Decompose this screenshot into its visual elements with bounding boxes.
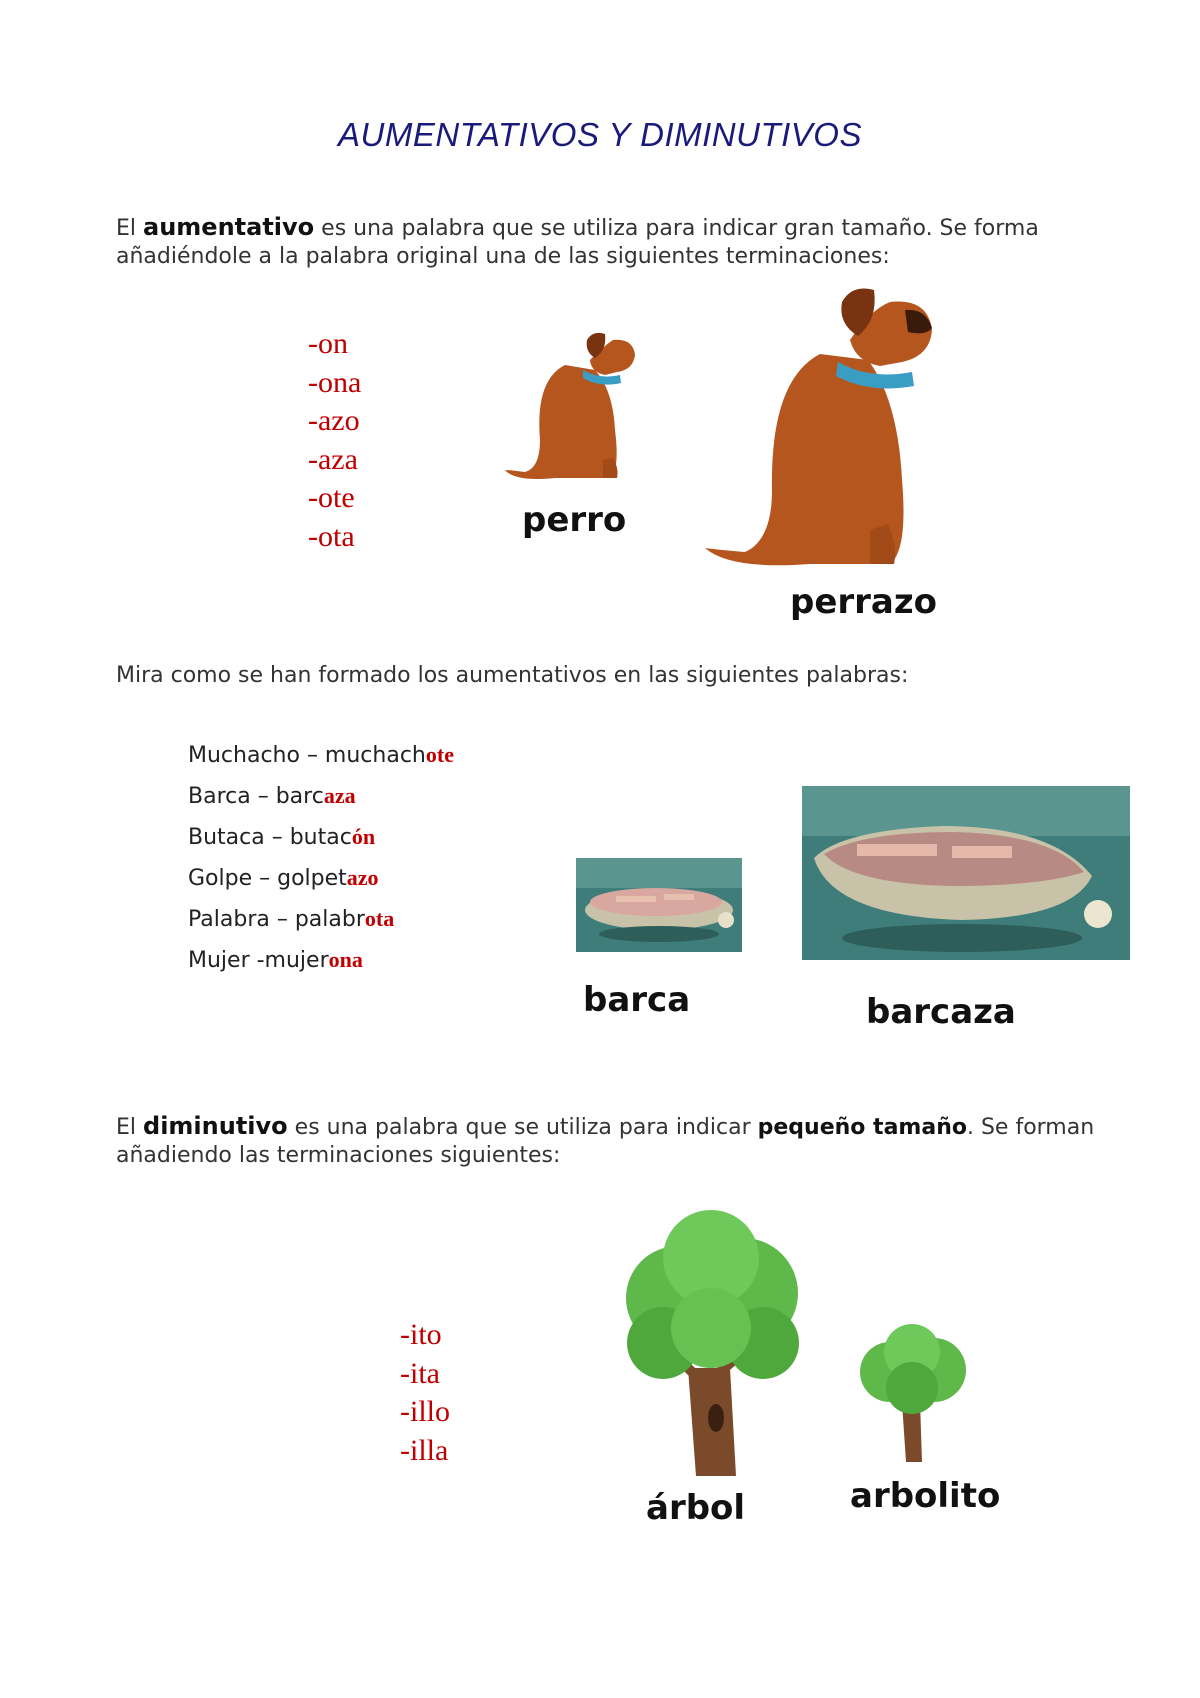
- suffix-item: -aza: [308, 442, 358, 476]
- big-dog-illustration: [690, 280, 950, 590]
- page-title: AUMENTATIVOS Y DIMINUTIVOS: [338, 116, 862, 153]
- small-dog-illustration: [495, 320, 655, 490]
- intro-text: El: [116, 216, 144, 241]
- label-perrazo: perrazo: [790, 582, 938, 622]
- term-pequeno-tamano: pequeño tamaño: [757, 1115, 967, 1140]
- label-arbol: árbol: [646, 1488, 746, 1528]
- example-item: Muchacho – muchachote: [188, 742, 454, 768]
- diminutivo-suffix-list: [400, 1316, 450, 1470]
- example-item: Mujer -mujerona: [188, 947, 363, 973]
- example-item: Barca – barcaza: [188, 783, 356, 809]
- suffix-item: -illa: [400, 1433, 449, 1467]
- small-boat-photo: [576, 858, 742, 952]
- example-item: Butaca – butacón: [188, 824, 376, 850]
- suffix-item: -ote: [308, 481, 355, 514]
- label-barca: barca: [583, 980, 691, 1020]
- aumentativo-intro: [116, 213, 1096, 271]
- examples-intro: Mira como se han formado los aumentativos en las siguientes palabras:: [116, 663, 909, 688]
- label-arbolito: arbolito: [850, 1476, 1001, 1516]
- example-item: Palabra – palabrota: [188, 906, 395, 932]
- suffix-item: -on: [308, 327, 348, 360]
- label-barcaza: barcaza: [866, 992, 1016, 1032]
- suffix-item: -illo: [400, 1395, 450, 1428]
- big-boat-photo: [802, 786, 1130, 960]
- examples-list: [188, 735, 454, 981]
- label-perro: perro: [522, 500, 627, 540]
- suffix-item: -ito: [400, 1318, 442, 1351]
- suffix-item: -ona: [308, 365, 362, 399]
- example-item: Golpe – golpetazo: [188, 865, 379, 891]
- big-tree-illustration: [618, 1208, 804, 1476]
- intro-text-rest: es una palabra que se utiliza para indicar gran tamaño. Se forma añadiéndole a la palabra original una de las siguientes terminaciones:: [116, 216, 1039, 269]
- suffix-item: -ota: [308, 519, 355, 553]
- diminutivo-intro: El diminutivo es una palabra que se utiliza para indicar pequeño tamaño. Se forman añadiendo las terminaciones siguientes:: [116, 1112, 1095, 1168]
- aumentativo-suffix-list: [308, 325, 361, 556]
- term-diminutivo: diminutivo: [143, 1112, 288, 1140]
- suffix-item: -azo: [308, 404, 360, 437]
- suffix-item: -ita: [400, 1356, 440, 1390]
- small-tree-illustration: [856, 1322, 968, 1462]
- term-aumentativo: aumentativo: [143, 213, 315, 241]
